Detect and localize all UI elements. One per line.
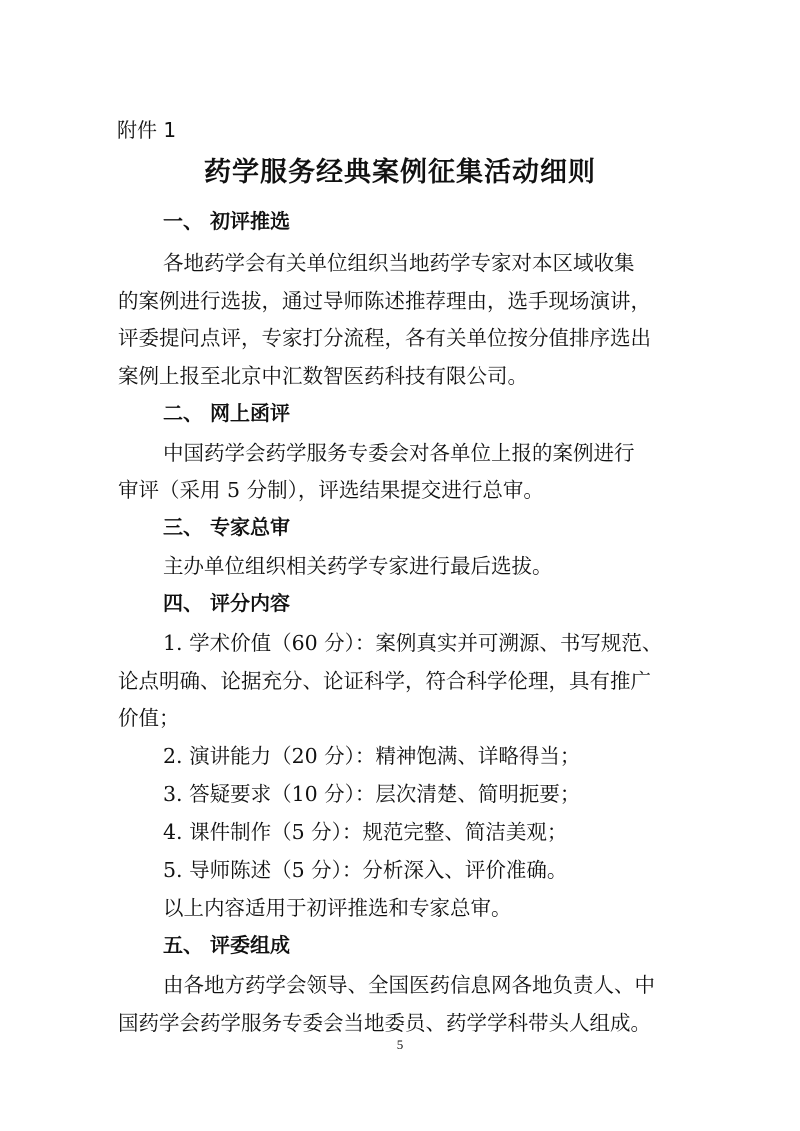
paragraph-line: 的案例进行选拔，通过导师陈述推荐理由，选手现场演讲， <box>118 289 651 313</box>
section-heading-online-review: 二、 网上函评 <box>163 401 290 425</box>
section-heading-scoring-content: 四、 评分内容 <box>163 591 290 615</box>
scoring-item: 4. 课件制作（5 分）：规范完整、简洁美观； <box>163 820 568 844</box>
section-heading-initial-selection: 一、 初评推选 <box>163 209 290 233</box>
paragraph-line: 审评（采用 5 分制），评选结果提交进行总审。 <box>118 478 544 502</box>
section-heading-jury-composition: 五、 评委组成 <box>163 933 290 957</box>
paragraph-line: 评委提问点评，专家打分流程，各有关单位按分值排序选出 <box>118 326 651 350</box>
paragraph-line: 价值； <box>118 706 180 730</box>
paragraph-line: 中国药学会药学服务专委会对各单位上报的案例进行 <box>163 441 635 465</box>
scoring-item: 1. 学术价值（60 分）：案例真实并可溯源、书写规范、 <box>163 631 663 655</box>
scoring-item: 3. 答疑要求（10 分）：层次清楚、简明扼要； <box>163 782 581 806</box>
paragraph-line: 案例上报至北京中汇数智医药科技有限公司。 <box>118 364 528 388</box>
page-number: 5 <box>396 1037 404 1052</box>
paragraph-line: 各地药学会有关单位组织当地药学专家对本区域收集 <box>163 251 635 275</box>
paragraph-line: 国药学会药学服务专委会当地委员、药学学科带头人组成。 <box>118 1011 651 1035</box>
scoring-item: 2. 演讲能力（20 分）：精神饱满、详略得当； <box>163 744 581 768</box>
paragraph-line: 论点明确、论据充分、论证科学，符合科学伦理，具有推广 <box>118 669 651 693</box>
paragraph-line: 以上内容适用于初评推选和专家总审。 <box>163 896 512 920</box>
page-title: 药学服务经典案例征集活动细则 <box>204 157 596 188</box>
paragraph-line: 主办单位组织相关药学专家进行最后选拔。 <box>163 554 553 578</box>
attachment-label: 附件 1 <box>117 118 177 142</box>
scoring-item: 5. 导师陈述（5 分）：分析深入、评价准确。 <box>163 858 568 882</box>
paragraph-line: 由各地方药学会领导、全国医药信息网各地负责人、中 <box>163 973 655 997</box>
section-heading-expert-final-review: 三、 专家总审 <box>163 515 290 539</box>
